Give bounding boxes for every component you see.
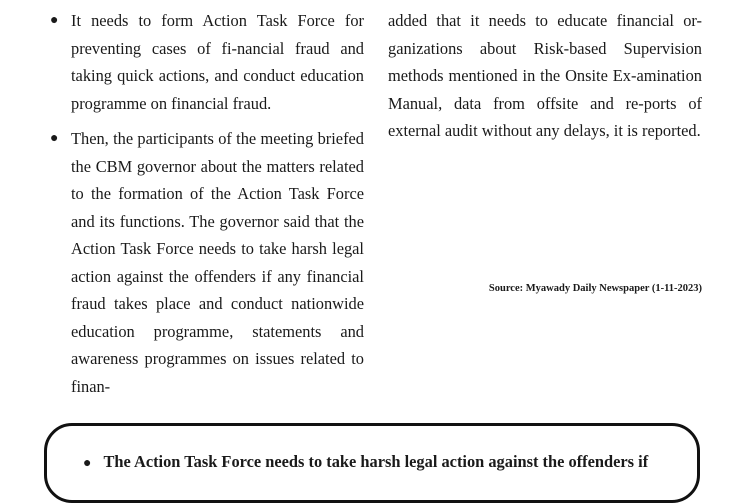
highlight-text-line [83, 452, 687, 472]
highlight-text: The Action Task Force needs to take harsh legal action against the offenders if [103, 452, 649, 471]
bullet-text: Then, the participants of the meeting briefed the CBM governor about the matters related to the formation of the Action Task Force and its functions. The governor said that the Action Task Force needs to take harsh legal action against the offenders if any financial fraud takes place and conduct nationwide education programme, statements and awareness programmes on issues related to finan- [71, 129, 364, 396]
bullet-icon: ● [50, 131, 59, 146]
source-citation: Source: Myawady Daily Newspaper (1-11-2023) [488, 283, 702, 294]
right-column [388, 7, 702, 145]
bullet-icon: ● [50, 13, 59, 28]
paragraph: added that it needs to educate financial or-ganizations about Risk-based Supervision methods mentioned in the Onsite Ex-amination Manual, data from offsite and re-ports of external audit without any delays, it is reported. [388, 11, 702, 140]
left-column [44, 7, 364, 408]
bullet-icon: ● [83, 456, 92, 471]
highlight-box [44, 423, 700, 503]
list-item [44, 125, 364, 400]
bullet-text: It needs to form Action Task Force for preventing cases of fi-nancial fraud and taking quick actions, and conduct education programme on financial fraud. [71, 11, 364, 113]
list-item [44, 7, 364, 117]
bullet-list [44, 7, 364, 400]
